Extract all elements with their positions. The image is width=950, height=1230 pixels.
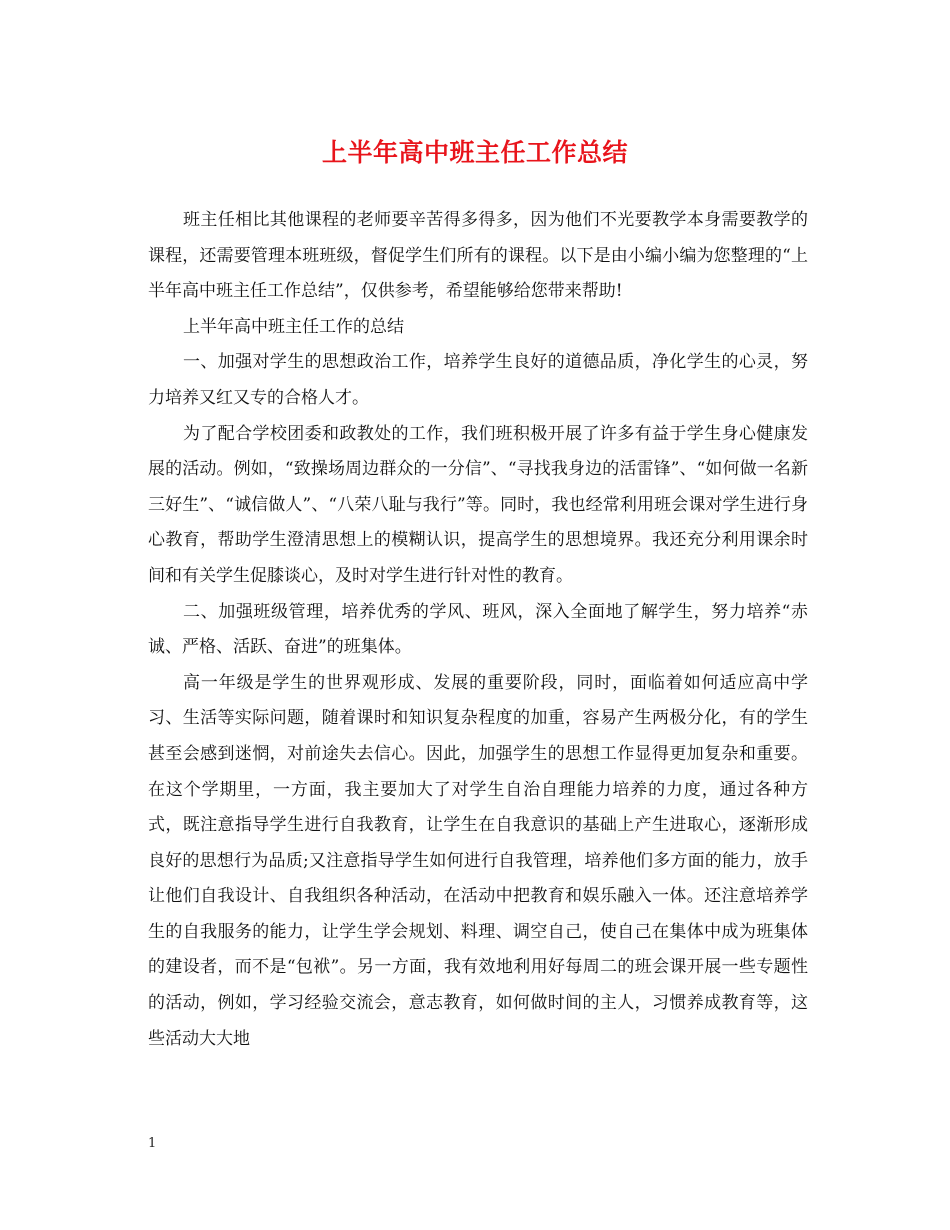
page-number: 1 [148, 1136, 157, 1151]
paragraph-section-two-heading: 二、加强班级管理，培养优秀的学风、班风，深入全面地了解学生，努力培养“赤诚、严格、活跃、奋进”的班集体。 [148, 601, 808, 658]
document-body [148, 203, 808, 1057]
paragraph-section-two-body: 高一年级是学生的世界观形成、发展的重要阶段，同时，面临着如何适应高中学习、生活等实际问题，随着课时和知识复杂程度的加重，容易产生两极分化，有的学生甚至会感到迷惘，对前途失去信心。因此，加强学生的思想工作显得更加复杂和重要。在这个学期里，一方面，我主要加大了对学生自治自理能力培养的力度，通过各种方式，既注意指导学生进行自我教育，让学生在自我意识的基础上产生进取心，逐渐形成良好的思想行为品质;又注意指导学生如何进行自我管理，培养他们多方面的能力，放手让他们自我设计、自我组织各种活动，在活动中把教育和娱乐融入一体。还注意培养学生的自我服务的能力，让学生学会规划、料理、调空自己，使自己在集体中成为班集体的建设者，而不是“包袱”。另一方面，我有效地利用好每周二的班会课开展一些专题性的活动，例如，学习经验交流会，意志教育，如何做时间的主人，习惯养成教育等，这些活动大大地 [148, 672, 808, 1049]
paragraph-intro: 班主任相比其他课程的老师要辛苦得多得多，因为他们不光要教学本身需要教学的课程，还需要管理本班班级，督促学生们所有的课程。以下是由小编小编为您整理的“上半年高中班主任工作总结”，仅供参考，希望能够给您带来帮助! [148, 210, 808, 302]
paragraph-section-one-body: 为了配合学校团委和政教处的工作，我们班积极开展了许多有益于学生身心健康发展的活动。例如，“致操场周边群众的一分信”、“寻找我身边的活雷锋”、“如何做一名新三好生”、“诚信做人”、“八荣八耻与我行”等。同时，我也经常利用班会课对学生进行身心教育，帮助学生澄清思想上的模糊认识，提高学生的思想境界。我还充分利用课余时间和有关学生促膝谈心，及时对学生进行针对性的教育。 [148, 423, 808, 586]
paragraph-subtitle: 上半年高中班主任工作的总结 [183, 316, 404, 337]
document-title: 上半年高中班主任工作总结 [321, 138, 628, 167]
paragraph-section-one-heading: 一、加强对学生的思想政治工作，培养学生良好的道德品质，净化学生的心灵，努力培养又红又专的合格人才。 [148, 352, 808, 408]
